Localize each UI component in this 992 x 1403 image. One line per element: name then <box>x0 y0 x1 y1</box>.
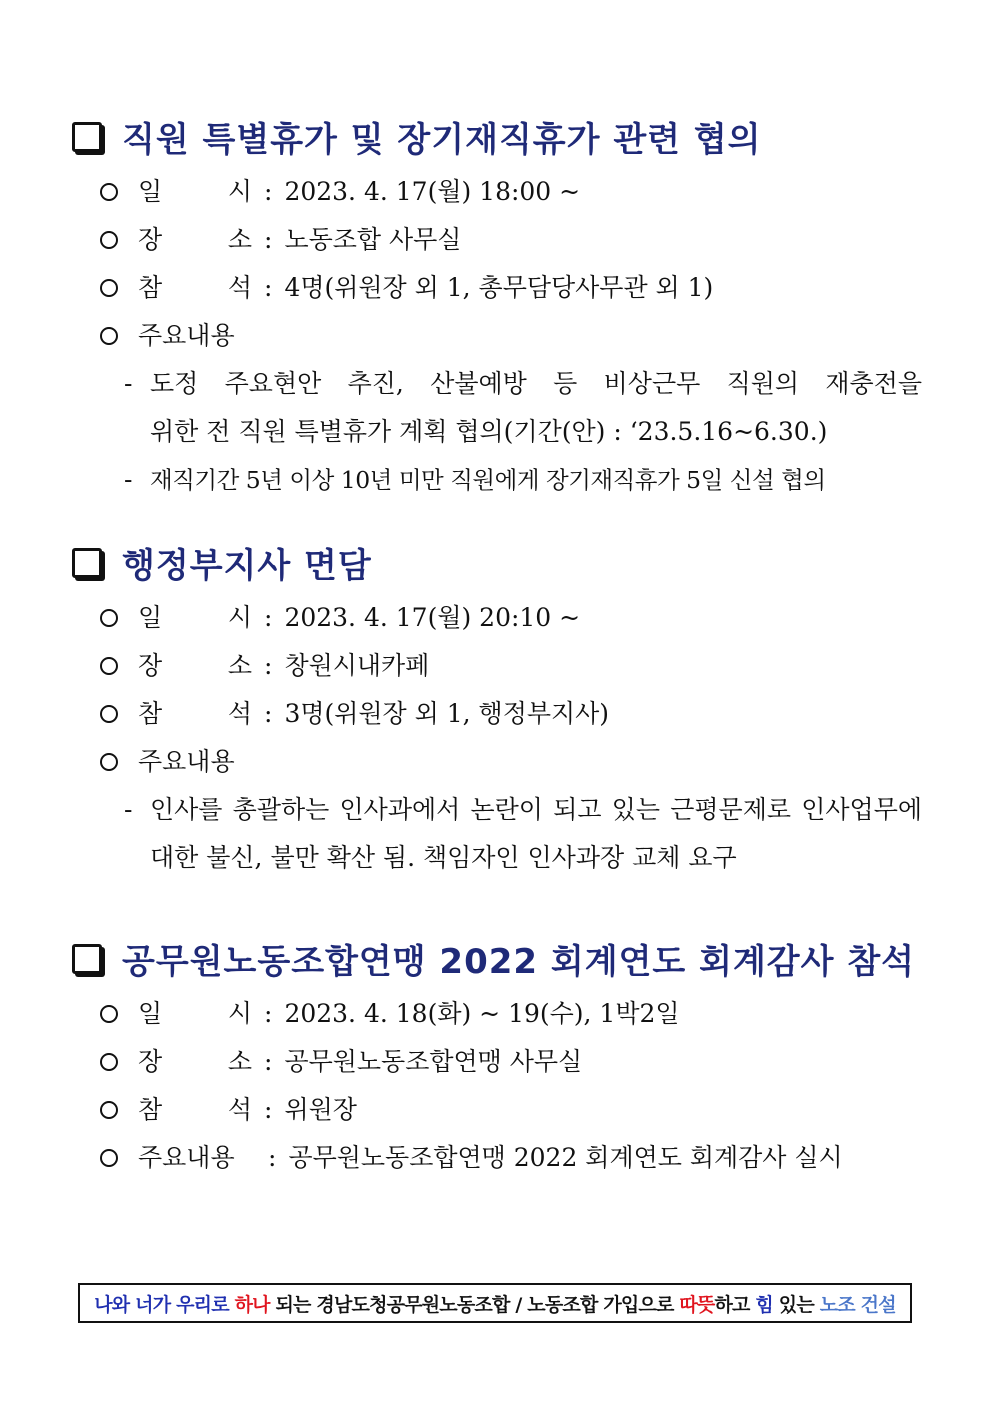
section-2-title <box>72 538 372 587</box>
circle-bullet-icon <box>100 1053 118 1071</box>
detail-line: 재직기간 5년 이상 10년 미만 직원에게 장기재직휴가 5일 신설 협의 <box>150 466 826 494</box>
item-date <box>100 998 680 1030</box>
checkbox-square-icon <box>72 122 102 152</box>
item-main-content <box>100 746 235 778</box>
item-label: 장 소 <box>138 1047 252 1076</box>
item-attendees <box>100 1094 357 1126</box>
circle-bullet-icon <box>100 183 118 201</box>
item-label: 주요내용 <box>138 747 235 776</box>
item-label: 장 소 <box>138 651 252 680</box>
item-main-content <box>100 1142 843 1174</box>
item-value: 2023. 4. 17(월) 18:00 ~ <box>284 177 581 206</box>
detail-line: 도정 주요현안 추진, 산불예방 등 비상근무 직원의 재충전을 <box>150 369 922 398</box>
circle-bullet-icon <box>100 1101 118 1119</box>
section-title-text: 행정부지사 면담 <box>122 546 372 586</box>
circle-bullet-icon <box>100 279 118 297</box>
item-label: 주요내용 <box>138 1143 235 1172</box>
footer-segment: 하나 <box>234 1293 270 1316</box>
item-value: 노동조합 사무실 <box>284 225 462 254</box>
item-date <box>100 176 580 208</box>
section-title-text: 직원 특별휴가 및 장기재직휴가 관련 협의 <box>122 120 762 160</box>
colon: : <box>264 1095 273 1124</box>
footer-segment: 따뜻 <box>679 1293 715 1316</box>
footer-segment: 하고 <box>714 1293 756 1316</box>
item-value: 3명(위원장 외 1, 행정부지사) <box>284 699 610 728</box>
colon: : <box>264 699 273 728</box>
section-3-title <box>72 934 915 983</box>
footer-segment: 되는 경남도청공무원노동조합 / 노동조합 가입으로 <box>269 1293 680 1316</box>
colon: : <box>264 999 273 1028</box>
item-value: 공무원노동조합연맹 사무실 <box>284 1047 583 1076</box>
detail-line: 인사를 총괄하는 인사과에서 논란이 되고 있는 근평문제로 인사업무에 <box>150 795 922 824</box>
item-label: 일 시 <box>138 603 252 632</box>
footer-slogan-banner <box>78 1283 912 1323</box>
item-label: 참 석 <box>138 699 252 728</box>
footer-segment: 노조 건설 <box>819 1293 896 1316</box>
item-label: 장 소 <box>138 225 252 254</box>
circle-bullet-icon <box>100 327 118 345</box>
colon: : <box>264 603 273 632</box>
item-value: 공무원노동조합연맹 2022 회계연도 회계감사 실시 <box>288 1143 843 1172</box>
item-value: 2023. 4. 18(화) ~ 19(수), 1박2일 <box>284 999 680 1028</box>
item-place <box>100 650 429 682</box>
item-attendees <box>100 272 713 304</box>
footer-segment: 나와 너가 우리로 <box>94 1293 235 1316</box>
item-value: 2023. 4. 17(월) 20:10 ~ <box>284 603 581 632</box>
colon: : <box>264 651 273 680</box>
item-label: 참 석 <box>138 1095 252 1124</box>
circle-bullet-icon <box>100 1005 118 1023</box>
dash-bullet: - <box>124 795 133 824</box>
section-1-title <box>72 112 762 161</box>
dash-bullet: - <box>124 465 133 494</box>
colon: : <box>264 273 273 302</box>
circle-bullet-icon <box>100 753 118 771</box>
footer-segment: 힘 <box>755 1293 773 1316</box>
item-date <box>100 602 580 634</box>
checkbox-square-icon <box>72 944 102 974</box>
colon: : <box>264 177 273 206</box>
circle-bullet-icon <box>100 705 118 723</box>
circle-bullet-icon <box>100 657 118 675</box>
item-value: 창원시내카페 <box>284 651 430 680</box>
circle-bullet-icon <box>100 609 118 627</box>
item-label: 주요내용 <box>138 321 235 350</box>
item-attendees <box>100 698 609 730</box>
detail-line: 위한 전 직원 특별휴가 계획 협의(기간(안) : ‘23.5.16~6.30.) <box>150 417 828 446</box>
detail-line: 대한 불신, 불만 확산 됨. 책임자인 인사과장 교체 요구 <box>150 843 737 872</box>
footer-segment: 있는 <box>772 1293 820 1316</box>
item-value: 위원장 <box>284 1095 357 1124</box>
dash-bullet: - <box>124 369 133 398</box>
section-title-text: 공무원노동조합연맹 2022 회계연도 회계감사 참석 <box>122 942 916 982</box>
circle-bullet-icon <box>100 231 118 249</box>
item-place <box>100 1046 582 1078</box>
item-value: 4명(위원장 외 1, 총무담당사무관 외 1) <box>284 273 714 302</box>
item-main-content <box>100 320 235 352</box>
colon: : <box>264 225 273 254</box>
item-label: 일 시 <box>138 177 252 206</box>
item-label: 일 시 <box>138 999 252 1028</box>
colon: : <box>264 1047 273 1076</box>
item-label: 참 석 <box>138 273 252 302</box>
checkbox-square-icon <box>72 548 102 578</box>
item-place <box>100 224 461 256</box>
colon: : <box>268 1143 277 1172</box>
circle-bullet-icon <box>100 1149 118 1167</box>
